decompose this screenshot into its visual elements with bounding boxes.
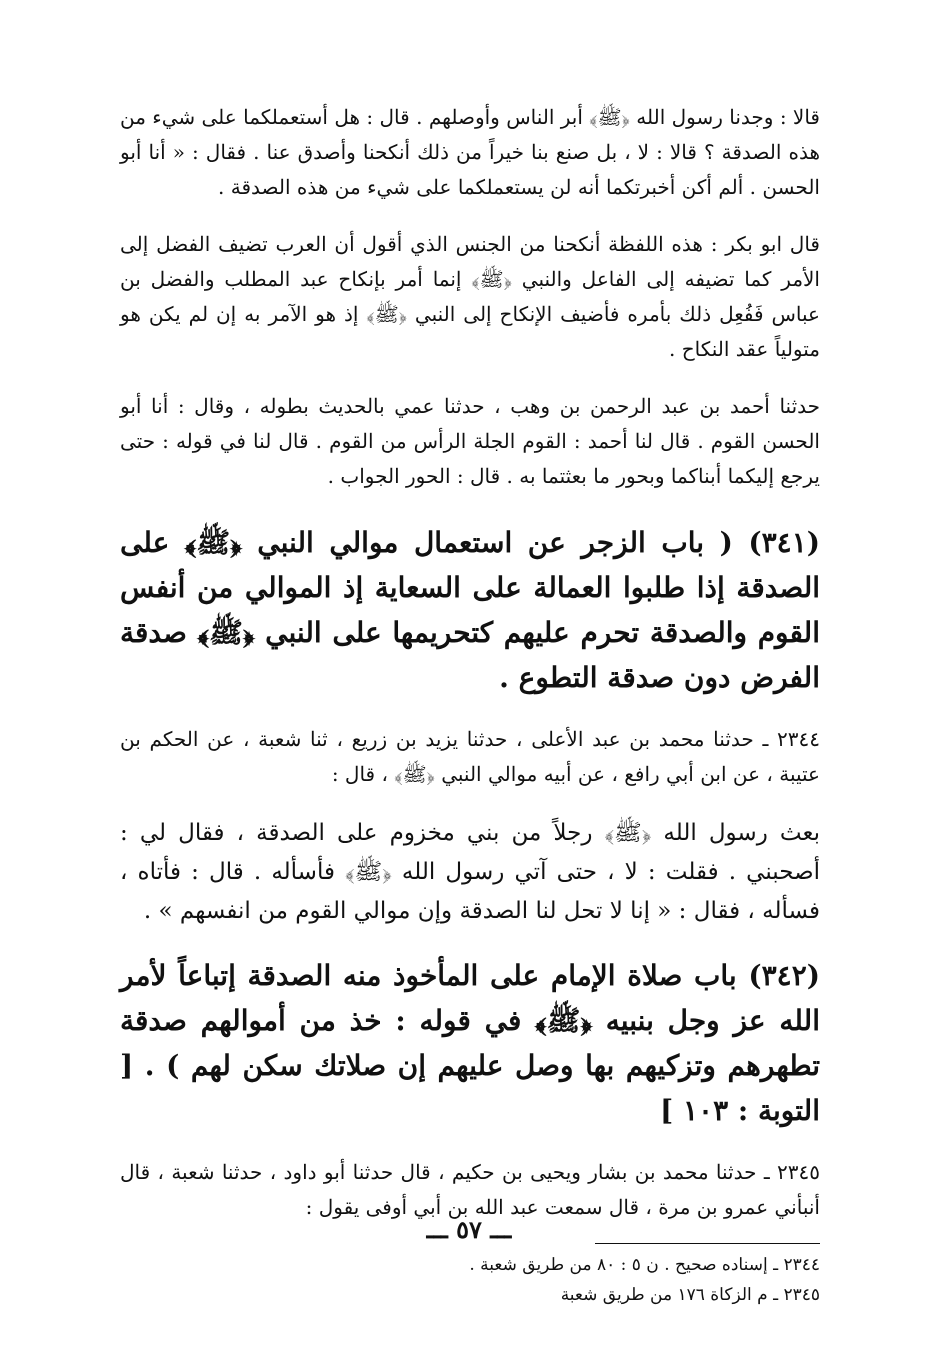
chapter-heading-341: (٣٤١) ( باب الزجر عن استعمال موالي النبي ﴿ﷺ﴾ على الصدقة إذا طلبوا العمالة على السعاية إذ الموالي من أنفس القوم والصدقة تحرم عليهم كتحريمها على النبي ﴿ﷺ﴾ صدقة الفرض دون صدقة التطوع . — [120, 526, 821, 694]
spacer — [120, 367, 820, 389]
hadith-isnad-2345: ٢٣٤٥ ـ حدثنا محمد بن بشار ويحيى بن حكيم ، قال حدثنا أبو داود ، حدثنا شعبة ، قال أنبأني عمرو بن مرة ، قال سمعت عبد الله بن أبي أوفى يقول : — [120, 1160, 820, 1219]
page-body — [120, 100, 820, 1310]
hadith-isnad-2344: ٢٣٤٤ ـ حدثنا محمد بن عبد الأعلى ، حدثنا يزيد بن زريع ، ثنا شعبة ، عن الحكم بن عتيبة ، عن ابن أبي رافع ، عن أبيه موالي النبي ﴿ﷺ﴾ ، قال : — [120, 727, 820, 786]
body-paragraph-1: قالا : وجدنا رسول الله ﴿ﷺ﴾ أبر الناس وأوصلهم . قال : هل أستعملكما على شيء من هذه الصدقة ؟ قالا : لا ، بل صنع بنا خيراً من ذلك أنكحنا وأصدق عنا . فقال : « أنا أبو الحسن . ألم أكن أخبرتكما أنه لن يستعملكما على شيء من هذه الصدقة . — [120, 105, 820, 199]
chapter-heading-342: (٣٤٢) باب صلاة الإمام على المأخوذ منه الصدقة إتباعاً لأمر الله عز وجل بنبيه ﴿ﷺ﴾ في قوله : خذ من أموالهم صدقة تطهرهم وتزكيهم بها وصل عليهم إن صلاتك سكن لهم ) . [ التوبة : ١٠٣ ] — [120, 959, 820, 1127]
spacer — [120, 700, 820, 722]
hadith-text-2344: بعث رسول الله ﴿ﷺ﴾ رجلاً من بني مخزوم على الصدقة ، فقال لي : أصحبني . فقلت : لا ، حتى آتي رسول الله ﴿ﷺ﴾ فأسأله . قال : فأتاه ، فسأله ، فقال : « إنا لا تحل لنا الصدقة وإن موالي القوم من انفسهم » . — [120, 820, 820, 924]
spacer — [120, 792, 820, 814]
footnote-2344: ٢٣٤٤ ـ إسناده صحيح . ن ٥ : ٨٠ من طريق شعبة . — [469, 1255, 820, 1275]
spacer — [120, 205, 820, 227]
spacer — [120, 1133, 820, 1155]
body-paragraph-2: قال ابو بكر : هذه اللفظة أنكحنا من الجنس الذي أقول أن العرب تضيف الفضل إلى الأمر كما تضيفه إلى الفاعل والنبي ﴿ﷺ﴾ إنما أمر بإنكاح عبد المطلب والفضل بن عباس فَفُعِل ذلك بأمره فأضيف الإنكاح إلى النبي ﴿ﷺ﴾ إذ هو الآمر به إن لم يكن هو متولياً عقد النكاح . — [120, 232, 820, 361]
footnote-2345: ٢٣٤٥ ـ م الزكاة ١٧٦ من طريق شعبة — [560, 1285, 820, 1305]
body-paragraph-3: حدثنا أحمد بن عبد الرحمن بن وهب ، حدثنا عمي بالحديث بطوله ، وقال : أنا أبو الحسن القوم . قال لنا أحمد : القوم الجلة الرأس من القوم . قال لنا في قوله : حتى يرجع إليكما أبناكما وبحور ما بعثتما به . قال : الحور الجواب . — [120, 394, 820, 488]
page-number: ـــ ٥٧ ـــ — [426, 1215, 512, 1244]
spacer — [120, 931, 820, 953]
spacer — [120, 494, 820, 520]
